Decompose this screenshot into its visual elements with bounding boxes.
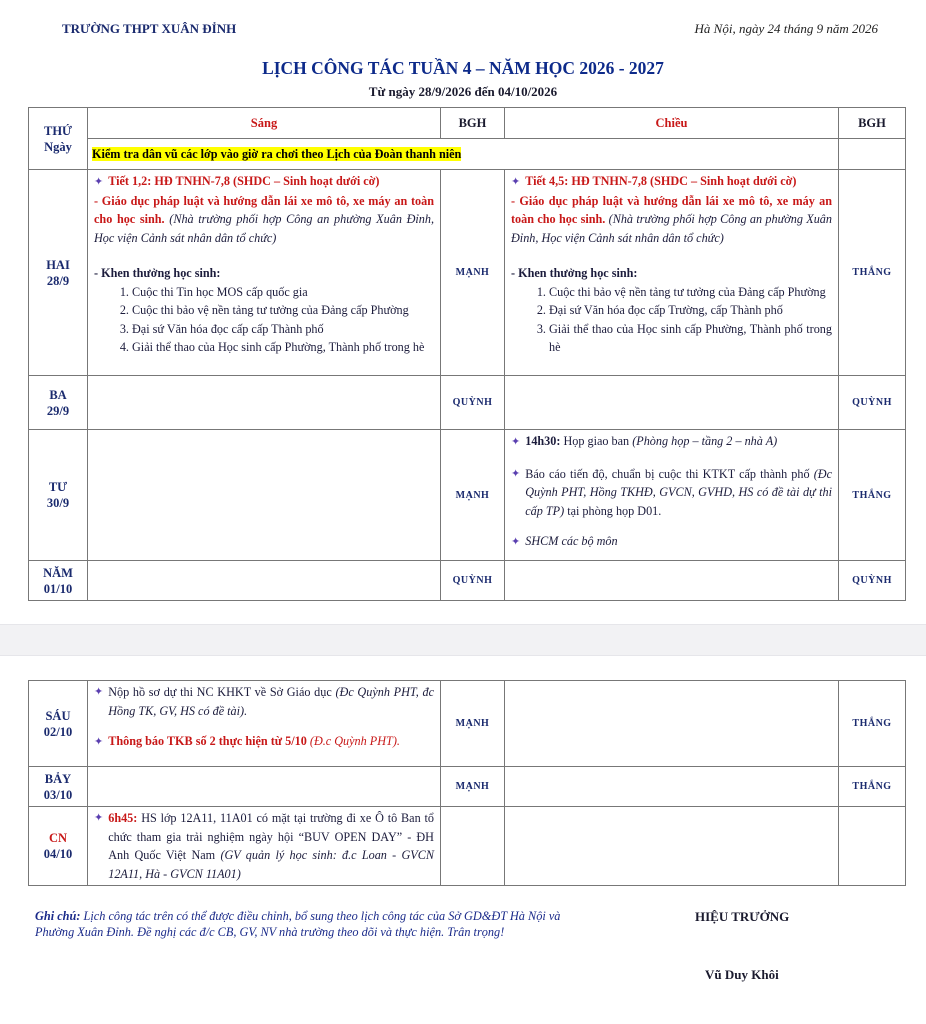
day-sat bbox=[29, 767, 88, 807]
day-date: 03/10 bbox=[43, 787, 73, 802]
list-item: 3. Giải thể thao của Học sinh cấp Phường, Thành phố trong hè bbox=[549, 320, 832, 357]
list-item: 1. Cuộc thi Tin học MOS cấp quốc gia bbox=[132, 283, 434, 302]
day-date: 28/9 bbox=[46, 273, 70, 288]
note-text: Lịch công tác trên có thể được điều chỉnh, bổ sung theo lịch công tác của Sở GD&ĐT Hà Nội và Phường Xuân Đỉnh. Đề nghị các đ/c CB, GV, NV nhà trường theo dõi và thực hiện. Trân trọng! bbox=[35, 909, 561, 939]
mon-morning-topic: - Giáo dục pháp luật và hướng dẫn lái xe mô tô, xe máy an toàn cho học sinh. bbox=[94, 193, 434, 226]
fri-submission-text: Nộp hồ sơ dự thi NC KHKT về Sở Giáo dục bbox=[108, 685, 332, 699]
mon-morning-cell bbox=[88, 170, 441, 376]
mon-bgh-afternoon: THẮNG bbox=[839, 170, 906, 376]
mon-bgh-morning: MẠNH bbox=[441, 170, 505, 376]
mon-morning-period: Tiết 1,2: HĐ TNHN-7,8 bbox=[108, 174, 230, 188]
tue-bgh-morning: QUỲNH bbox=[441, 376, 505, 430]
principal-name: Vũ Duy Khôi bbox=[705, 967, 779, 982]
mon-afternoon-award-list bbox=[511, 283, 832, 357]
diamond-bullet-icon: ✦ bbox=[511, 176, 521, 188]
sun-time: 6h45: bbox=[108, 811, 138, 825]
tue-morning-cell bbox=[88, 376, 441, 430]
wed-meeting-text: Họp giao ban bbox=[563, 434, 630, 448]
list-item: 1. Cuộc thi bảo vệ nền tảng tư tưởng của Đảng cấp Phường bbox=[549, 283, 832, 302]
day-tue bbox=[29, 376, 88, 430]
diamond-bullet-icon: ✦ bbox=[511, 536, 521, 548]
diamond-bullet-icon: ✦ bbox=[94, 736, 104, 748]
principal-title: HIỆU TRƯỞNG bbox=[695, 909, 790, 924]
day-label: NĂM bbox=[43, 565, 73, 580]
mon-afternoon-period: Tiết 4,5: HĐ TNHN-7,8 bbox=[525, 174, 647, 188]
sun-afternoon-cell bbox=[505, 807, 839, 886]
list-item: 4. Giải thể thao của Học sinh cấp Phường, Thành phố trong hè bbox=[132, 338, 434, 357]
fri-timetable-text: Thông báo TKB số 2 thực hiện từ 5/10 bbox=[108, 734, 307, 748]
day-thu bbox=[29, 561, 88, 601]
thu-morning-cell bbox=[88, 561, 441, 601]
mon-afternoon-awards: - Khen thưởng học sinh: bbox=[511, 266, 638, 280]
wed-bgh-afternoon: THẮNG bbox=[839, 430, 906, 561]
diamond-bullet-icon: ✦ bbox=[94, 176, 104, 188]
day-date: 30/9 bbox=[46, 496, 70, 510]
fri-submission-note: (Đc Quỳnh PHT, đc Hồng TK, GV, HS có đề tài). bbox=[108, 685, 434, 718]
day-label: SÁU bbox=[45, 708, 71, 723]
header-afternoon: Chiều bbox=[505, 108, 839, 139]
page-break-separator bbox=[0, 624, 926, 656]
diamond-bullet-icon: ✦ bbox=[511, 467, 521, 480]
schedule-table-top bbox=[28, 107, 906, 601]
wed-afternoon-cell bbox=[505, 430, 839, 561]
day-sun bbox=[29, 807, 88, 886]
list-item: 2. Cuộc thi bảo vệ nền tảng tư tưởng của Đảng cấp Phường bbox=[132, 301, 434, 320]
document-date: Hà Nội, ngày 24 tháng 9 năm 2026 bbox=[694, 21, 878, 36]
fri-bgh-morning: MẠNH bbox=[441, 681, 505, 767]
banner-empty bbox=[839, 139, 906, 170]
mon-morning-awards: - Khen thưởng học sinh: bbox=[94, 266, 221, 280]
header-morning: Sáng bbox=[88, 108, 441, 139]
sat-bgh-morning: MẠNH bbox=[441, 767, 505, 807]
wed-report-place: tại phòng họp D01. bbox=[567, 503, 662, 518]
mon-afternoon-note: (Nhà trường phối hợp Công an phường Xuân Đỉnh, Học viện Cảnh sát nhân dân tổ chức) bbox=[511, 212, 832, 245]
mon-morning-shdc: (SHDC – Sinh hoạt dưới cờ) bbox=[233, 174, 380, 188]
header-bgh-afternoon: BGH bbox=[839, 108, 906, 139]
wed-morning-cell bbox=[88, 430, 441, 561]
sun-morning-cell bbox=[88, 807, 441, 886]
fri-afternoon-cell bbox=[505, 681, 839, 767]
diamond-bullet-icon: ✦ bbox=[94, 812, 104, 824]
thu-afternoon-cell bbox=[505, 561, 839, 601]
mon-afternoon-cell bbox=[505, 170, 839, 376]
day-label: CN bbox=[48, 831, 68, 845]
day-date: 29/9 bbox=[46, 403, 70, 418]
wed-bgh-morning: MẠNH bbox=[441, 430, 505, 561]
sat-afternoon-cell bbox=[505, 767, 839, 807]
fri-timetable-note: (Đ.c Quỳnh PHT). bbox=[309, 734, 400, 748]
wed-report-note: (Đc Quỳnh PHT, Hồng TKHĐ, GVCN, GVHD, HS có đề tài dự thi cấp TP) bbox=[525, 466, 832, 518]
schedule-table-bottom bbox=[28, 680, 906, 886]
banner-text: Kiểm tra dân vũ các lớp vào giờ ra chơi theo Lịch của Đoàn thanh niên bbox=[92, 146, 462, 161]
mon-morning-note: (Nhà trường phối hợp Công an phường Xuân Đỉnh, Học viện Cảnh sát nhân dân tổ chức) bbox=[94, 212, 434, 245]
diamond-bullet-icon: ✦ bbox=[94, 686, 104, 698]
sun-bgh-morning bbox=[441, 807, 505, 886]
day-label: HAI bbox=[46, 257, 70, 272]
fri-bgh-afternoon: THẮNG bbox=[839, 681, 906, 767]
list-item: 3. Đại sứ Văn hóa đọc cấp cấp Thành phố bbox=[132, 320, 434, 339]
thu-bgh-afternoon: QUỲNH bbox=[839, 561, 906, 601]
wed-shcm-text: SHCM các bộ môn bbox=[525, 534, 618, 548]
fri-morning-cell bbox=[88, 681, 441, 767]
school-name: TRƯỜNG THPT XUÂN ĐỈNH bbox=[62, 21, 237, 36]
thu-bgh-morning: QUỲNH bbox=[441, 561, 505, 601]
day-date: 04/10 bbox=[43, 847, 73, 861]
sun-bgh-afternoon bbox=[839, 807, 906, 886]
date-range: Từ ngày 28/9/2026 đến 04/10/2026 bbox=[368, 84, 558, 99]
mon-afternoon-topic: - Giáo dục pháp luật và hướng dẫn lái xe mô tô, xe máy an toàn cho học sinh. bbox=[511, 193, 832, 226]
list-item: 2. Đại sứ Văn hóa đọc cấp Trường, cấp Thành phố bbox=[549, 301, 832, 320]
banner-cell bbox=[88, 139, 839, 170]
wed-meeting-note: (Phòng họp – tầng 2 – nhà A) bbox=[632, 434, 778, 448]
day-label: BẢY bbox=[44, 771, 72, 786]
footer-note bbox=[35, 908, 595, 940]
tue-afternoon-cell bbox=[505, 376, 839, 430]
wed-report-text: Báo cáo tiến độ, chuẩn bị cuộc thi KTKT cấp thành phố bbox=[525, 466, 810, 481]
diamond-bullet-icon: ✦ bbox=[511, 436, 521, 448]
header-date-label: Ngày bbox=[44, 139, 72, 154]
mon-morning-award-list bbox=[94, 283, 434, 357]
header-bgh-morning: BGH bbox=[441, 108, 505, 139]
sat-bgh-afternoon: THẮNG bbox=[839, 767, 906, 807]
day-label: TƯ bbox=[48, 480, 68, 494]
day-mon bbox=[29, 170, 88, 376]
header-day-label: THỨ bbox=[43, 123, 72, 138]
sat-morning-cell bbox=[88, 767, 441, 807]
wed-meeting-time: 14h30: bbox=[525, 434, 561, 448]
tue-bgh-afternoon: QUỲNH bbox=[839, 376, 906, 430]
mon-afternoon-shdc: (SHDC – Sinh hoạt dưới cờ) bbox=[650, 174, 797, 188]
page-title: LỊCH CÔNG TÁC TUẦN 4 – NĂM HỌC 2026 - 2027 bbox=[262, 58, 664, 78]
day-fri bbox=[29, 681, 88, 767]
day-wed bbox=[29, 430, 88, 561]
day-label: BA bbox=[49, 387, 67, 402]
note-label: Ghi chú: bbox=[35, 909, 81, 923]
sun-event-text: HS lớp 12A11, 11A01 có mặt tại trường đi xe Ô tô Ban tổ chức tham gia trải nghiệm ngày hội “BUV OPEN DAY” - ĐH Anh Quốc Việt Nam bbox=[108, 811, 434, 862]
header-day-column bbox=[29, 108, 88, 170]
day-date: 01/10 bbox=[43, 581, 73, 596]
day-date: 02/10 bbox=[43, 724, 73, 739]
sun-event-note: (GV quản lý học sinh: đ.c Loan - GVCN 12A11, Hà - GVCN 11A01) bbox=[108, 848, 435, 881]
